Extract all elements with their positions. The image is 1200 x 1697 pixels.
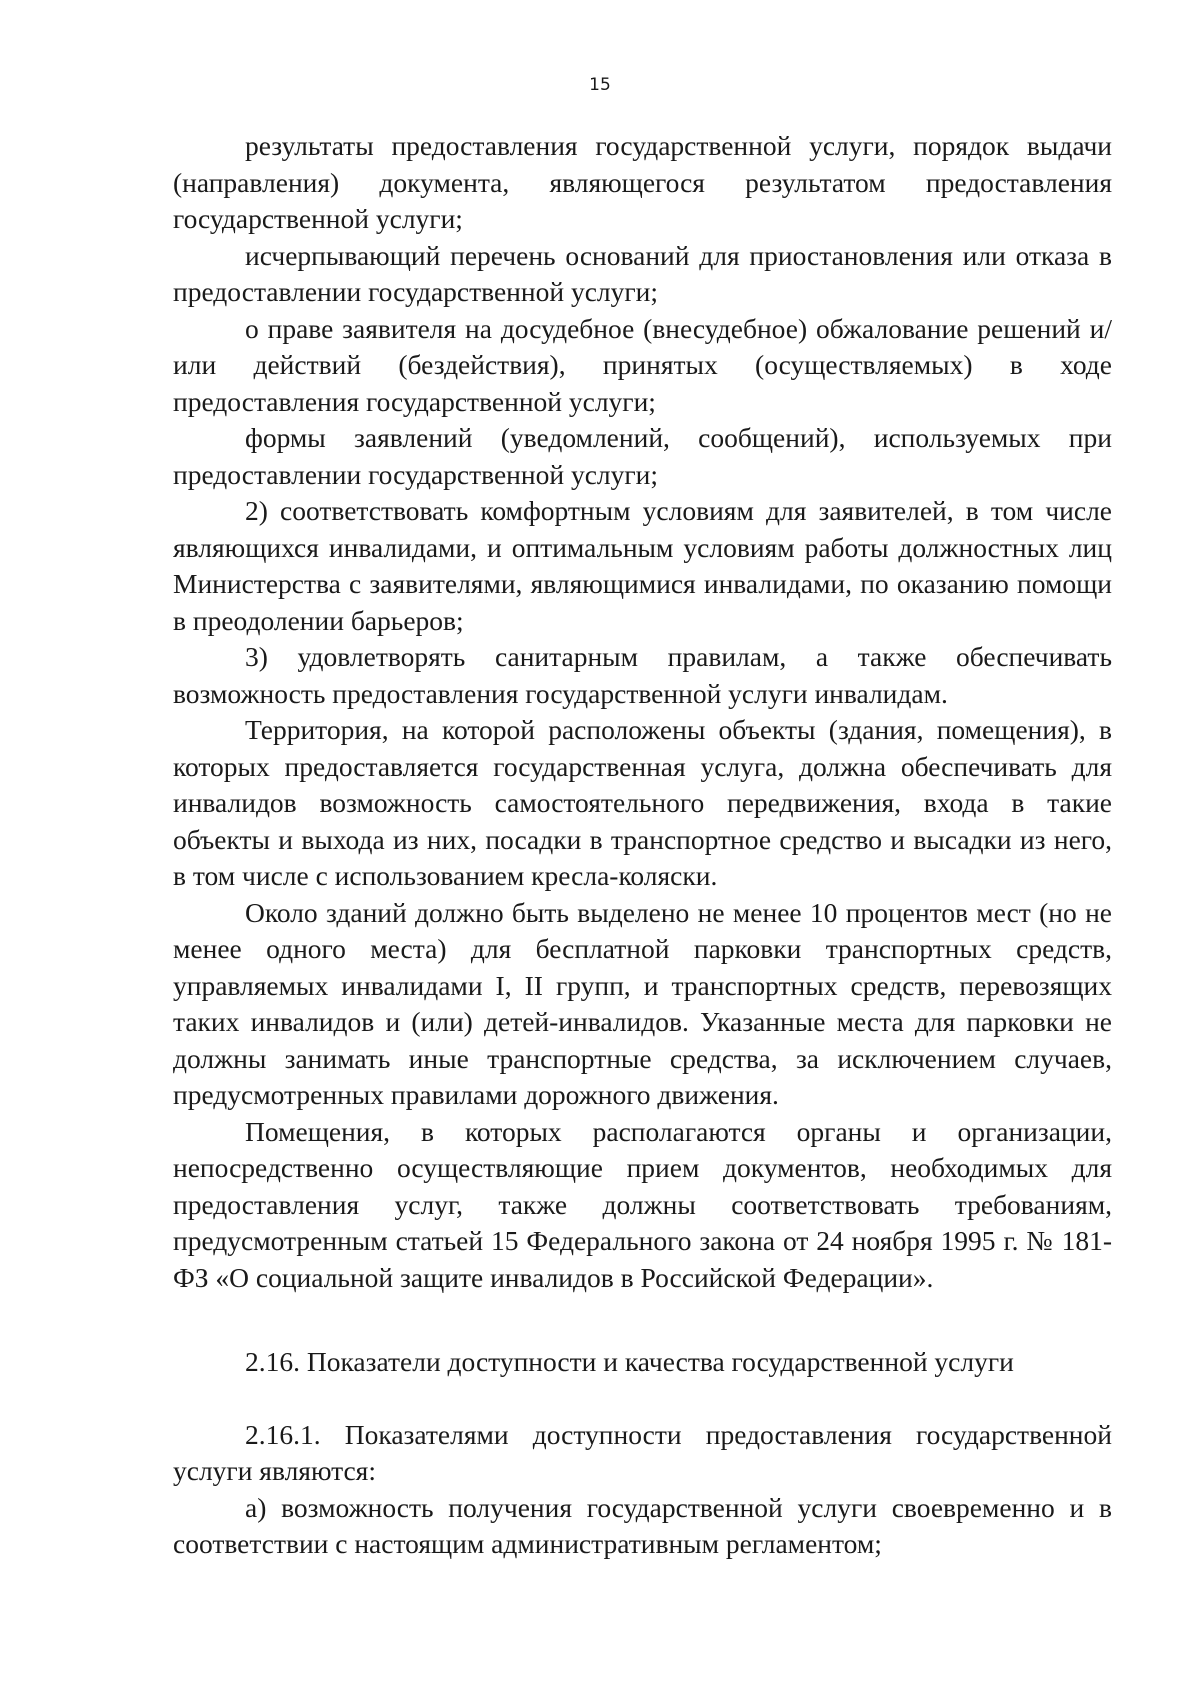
section-heading: 2.16. Показатели доступности и качества государственной услуги (245, 1346, 1014, 1377)
document-body (173, 128, 1112, 1563)
paragraph: а) возможность получения государственной услуги своевременно и в соответствии с настоящим административным регламентом; (173, 1491, 1112, 1559)
paragraph: 3) удовлетворять санитарным правилам, а также обеспечивать возможность предоставления государственной услуги инвалидам. (173, 641, 1112, 709)
paragraph: исчерпывающий перечень оснований для приостановления или отказа в предоставлении государственной услуги; (173, 239, 1112, 307)
paragraph: Территория, на которой расположены объекты (здания, помещения), в которых предоставляется государственная услуга, должна обеспечивать для инвалидов возможность самостоятельного передвижения, входа в такие объекты и выхода из них, посадки в транспортное средство и высадки из него, в том числе с использованием кресла-коляски. (173, 714, 1112, 891)
paragraph: о праве заявителя на досудебное (внесудебное) обжалование решений и/или действий (бездействия), принятых (осуществляемых) в ходе предоставления государственной услуги; (173, 312, 1112, 417)
paragraph: 2) соответствовать комфортным условиям для заявителей, в том числе являющихся инвалидами, и оптимальным условиям работы должностных лиц Министерства с заявителями, являющимися инвалидами, по оказанию помощи в преодолении барьеров; (173, 495, 1112, 636)
page-number: 15 (589, 75, 611, 95)
paragraph: Около зданий должно быть выделено не менее 10 процентов мест (но не менее одного места) для бесплатной парковки транспортных средств, управляемых инвалидами I, II групп, и транспортных средств, перевозящих таких инвалидов и (или) детей-инвалидов. Указанные места для парковки не должны занимать иные транспортные средства, за исключением случаев, предусмотренных правилами дорожного движения. (173, 896, 1112, 1110)
paragraph: формы заявлений (уведомлений, сообщений), используемых при предоставлении государственной услуги; (173, 422, 1112, 490)
paragraph: результаты предоставления государственной услуги, порядок выдачи (направления) документа, являющегося результатом предоставления государственной услуги; (173, 130, 1112, 234)
paragraph: 2.16.1. Показателями доступности предоставления государственной услуги являются: (173, 1418, 1112, 1486)
paragraph: Помещения, в которых располагаются органы и организации, непосредственно осуществляющие прием документов, необходимых для предоставления услуг, также должны соответствовать требованиям, предусмотренным статьей 15 Федерального закона от 24 ноября 1995 г. № 181-ФЗ «О социальной защите инвалидов в Российской Федерации». (173, 1115, 1112, 1293)
